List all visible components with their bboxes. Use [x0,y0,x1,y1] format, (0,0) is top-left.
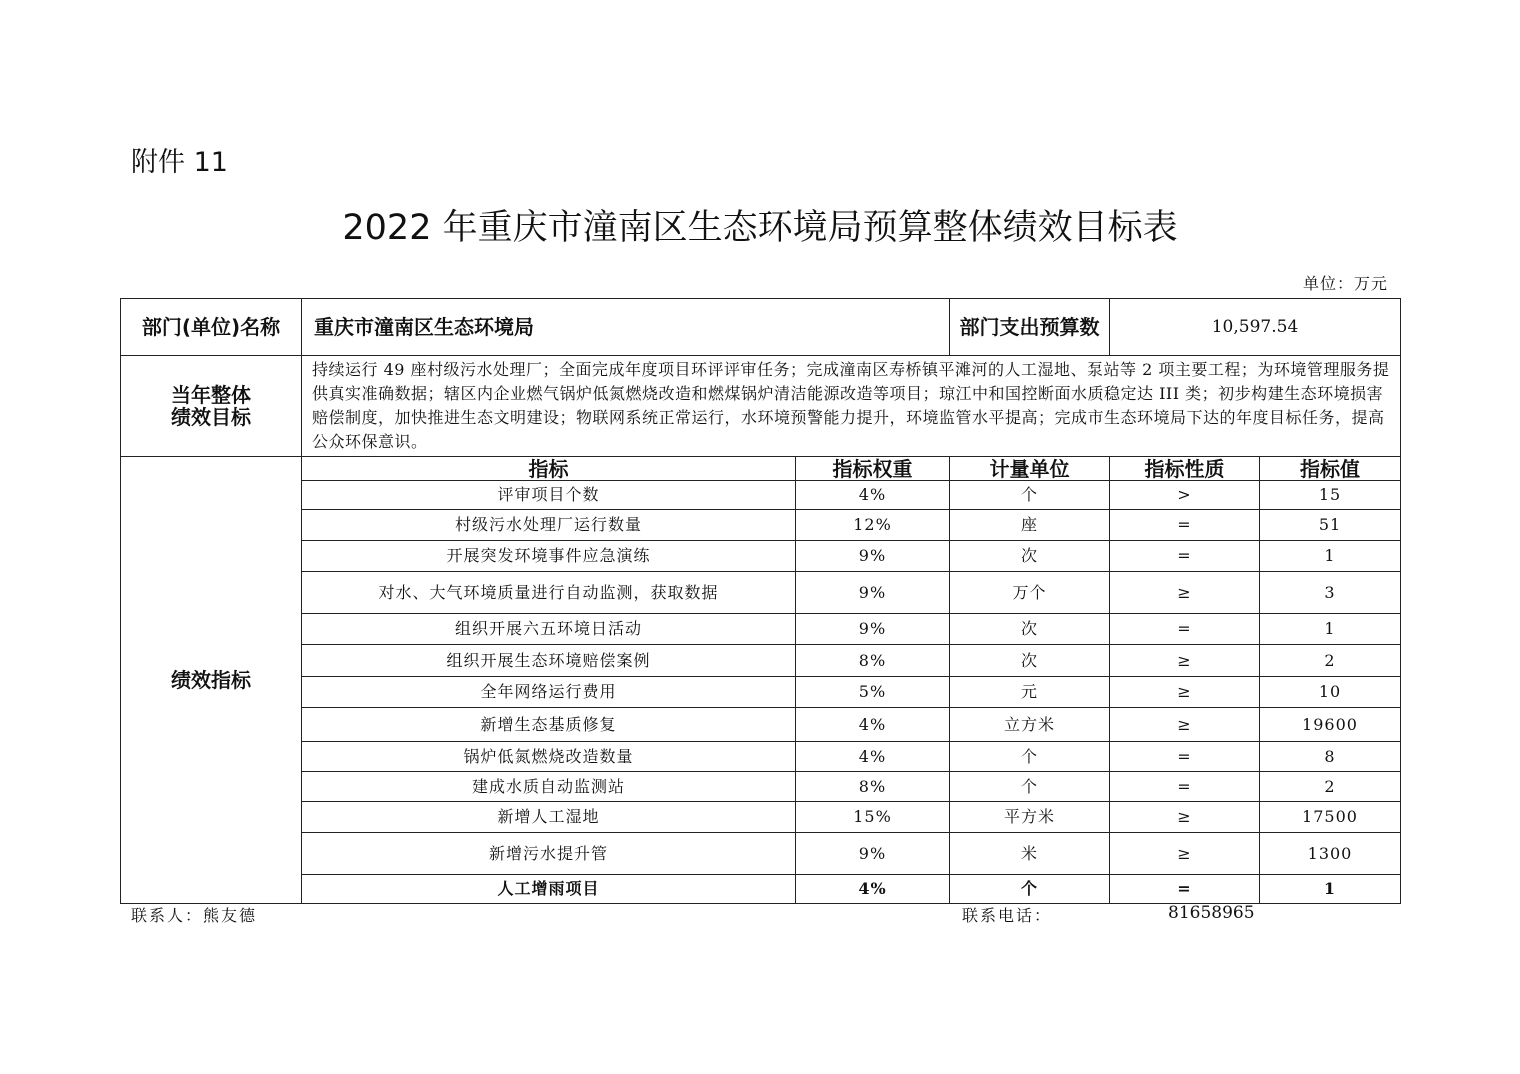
unit-label: 单位：万元 [1302,274,1388,293]
indicator-unit: 座 [950,510,1110,541]
table-row [121,772,1401,802]
indicator-unit: 平方米 [950,802,1110,833]
indicator-nature: ≥ [1110,802,1260,833]
indicator-name: 锅炉低氮燃烧改造数量 [302,742,796,772]
indicator-nature: ≥ [1110,833,1260,875]
dept-name: 重庆市潼南区生态环境局 [302,299,950,356]
indicator-header-row [121,457,1401,481]
indicator-nature: > [1110,481,1260,510]
table-row [121,708,1401,742]
table-row [121,677,1401,708]
indicator-nature: = [1110,614,1260,645]
col-head-nature: 指标性质 [1110,457,1260,481]
indicator-weight: 9% [796,614,950,645]
indicator-weight: 12% [796,510,950,541]
table-row [121,541,1401,572]
goal-row [121,356,1401,457]
dept-label: 部门(单位)名称 [121,299,302,356]
indicator-unit: 个 [950,875,1110,904]
indicator-weight: 5% [796,677,950,708]
col-head-indicator: 指标 [302,457,796,481]
indicator-weight: 8% [796,645,950,677]
attachment-label: 附件 11 [131,147,228,178]
indicator-unit: 立方米 [950,708,1110,742]
performance-target-table [120,298,1401,904]
indicator-weight: 9% [796,833,950,875]
indicator-nature: = [1110,875,1260,904]
table-row [121,802,1401,833]
phone-label: 联系电话： [962,906,1053,925]
goal-text: 持续运行 49 座村级污水处理厂；全面完成年度项目环评评审任务；完成潼南区寿桥镇平滩河的人工湿地、泵站等 2 项主要工程；为环境管理服务提供真实准确数据；辖区内企业燃气锅炉低氮燃烧改造和燃煤锅炉清洁能源改造等项目；琼江中和国控断面水质稳定达 III 类；初步构建生态环境损害赔偿制度，加快推进生态文明建设；物联网系统正常运行，水环境预警能力提升，环境监管水平提高；完成市生态环境局下达的年度目标任务，提高公众环保意识。 [302,356,1401,457]
indicator-unit: 个 [950,742,1110,772]
indicator-value: 10 [1260,677,1401,708]
indicator-value: 17500 [1260,802,1401,833]
indicator-section-label: 绩效指标 [121,457,302,904]
table-row [121,742,1401,772]
col-head-value: 指标值 [1260,457,1401,481]
indicator-name: 全年网络运行费用 [302,677,796,708]
table-row [121,614,1401,645]
indicator-name: 对水、大气环境质量进行自动监测，获取数据 [302,572,796,614]
table-row [121,510,1401,541]
indicator-nature: ≥ [1110,677,1260,708]
indicator-unit: 个 [950,772,1110,802]
indicator-unit: 次 [950,645,1110,677]
indicator-nature: = [1110,772,1260,802]
indicator-value: 1 [1260,541,1401,572]
indicator-unit: 个 [950,481,1110,510]
contact-person: 联系人：熊友德 [131,906,258,925]
indicator-name: 新增人工湿地 [302,802,796,833]
indicator-unit: 次 [950,614,1110,645]
budget-value: 10,597.54 [1110,299,1401,356]
table-row [121,481,1401,510]
indicator-unit: 万个 [950,572,1110,614]
dept-row [121,299,1401,356]
indicator-unit: 元 [950,677,1110,708]
indicator-nature: = [1110,541,1260,572]
indicator-value: 1 [1260,614,1401,645]
indicator-nature: ≥ [1110,572,1260,614]
indicator-value: 3 [1260,572,1401,614]
indicator-weight: 4% [796,742,950,772]
budget-label: 部门支出预算数 [950,299,1110,356]
indicator-name: 评审项目个数 [302,481,796,510]
indicator-weight: 8% [796,772,950,802]
document-title: 2022 年重庆市潼南区生态环境局预算整体绩效目标表 [342,208,1178,248]
indicator-unit: 次 [950,541,1110,572]
indicator-value: 19600 [1260,708,1401,742]
indicator-name: 人工增雨项目 [302,875,796,904]
indicator-name: 建成水质自动监测站 [302,772,796,802]
indicator-weight: 9% [796,541,950,572]
table-row [121,833,1401,875]
indicator-name: 新增生态基质修复 [302,708,796,742]
indicator-name: 新增污水提升管 [302,833,796,875]
table-row [121,645,1401,677]
indicator-value: 1300 [1260,833,1401,875]
indicator-value: 15 [1260,481,1401,510]
goal-label: 当年整体 绩效目标 [121,356,302,457]
col-head-unit: 计量单位 [950,457,1110,481]
indicator-unit: 米 [950,833,1110,875]
indicator-name: 村级污水处理厂运行数量 [302,510,796,541]
indicator-value: 2 [1260,645,1401,677]
table-row [121,875,1401,904]
table-row [121,572,1401,614]
indicator-value: 8 [1260,742,1401,772]
indicator-nature: = [1110,742,1260,772]
indicator-weight: 4% [796,708,950,742]
indicator-nature: ≥ [1110,645,1260,677]
indicator-name: 开展突发环境事件应急演练 [302,541,796,572]
indicator-nature: ≥ [1110,708,1260,742]
indicator-value: 2 [1260,772,1401,802]
indicator-name: 组织开展生态环境赔偿案例 [302,645,796,677]
indicator-weight: 4% [796,875,950,904]
col-head-weight: 指标权重 [796,457,950,481]
indicator-nature: = [1110,510,1260,541]
indicator-weight: 4% [796,481,950,510]
indicator-value: 1 [1260,875,1401,904]
indicator-weight: 9% [796,572,950,614]
indicator-weight: 15% [796,802,950,833]
phone-number: 81658965 [1168,903,1255,923]
indicator-value: 51 [1260,510,1401,541]
indicator-name: 组织开展六五环境日活动 [302,614,796,645]
